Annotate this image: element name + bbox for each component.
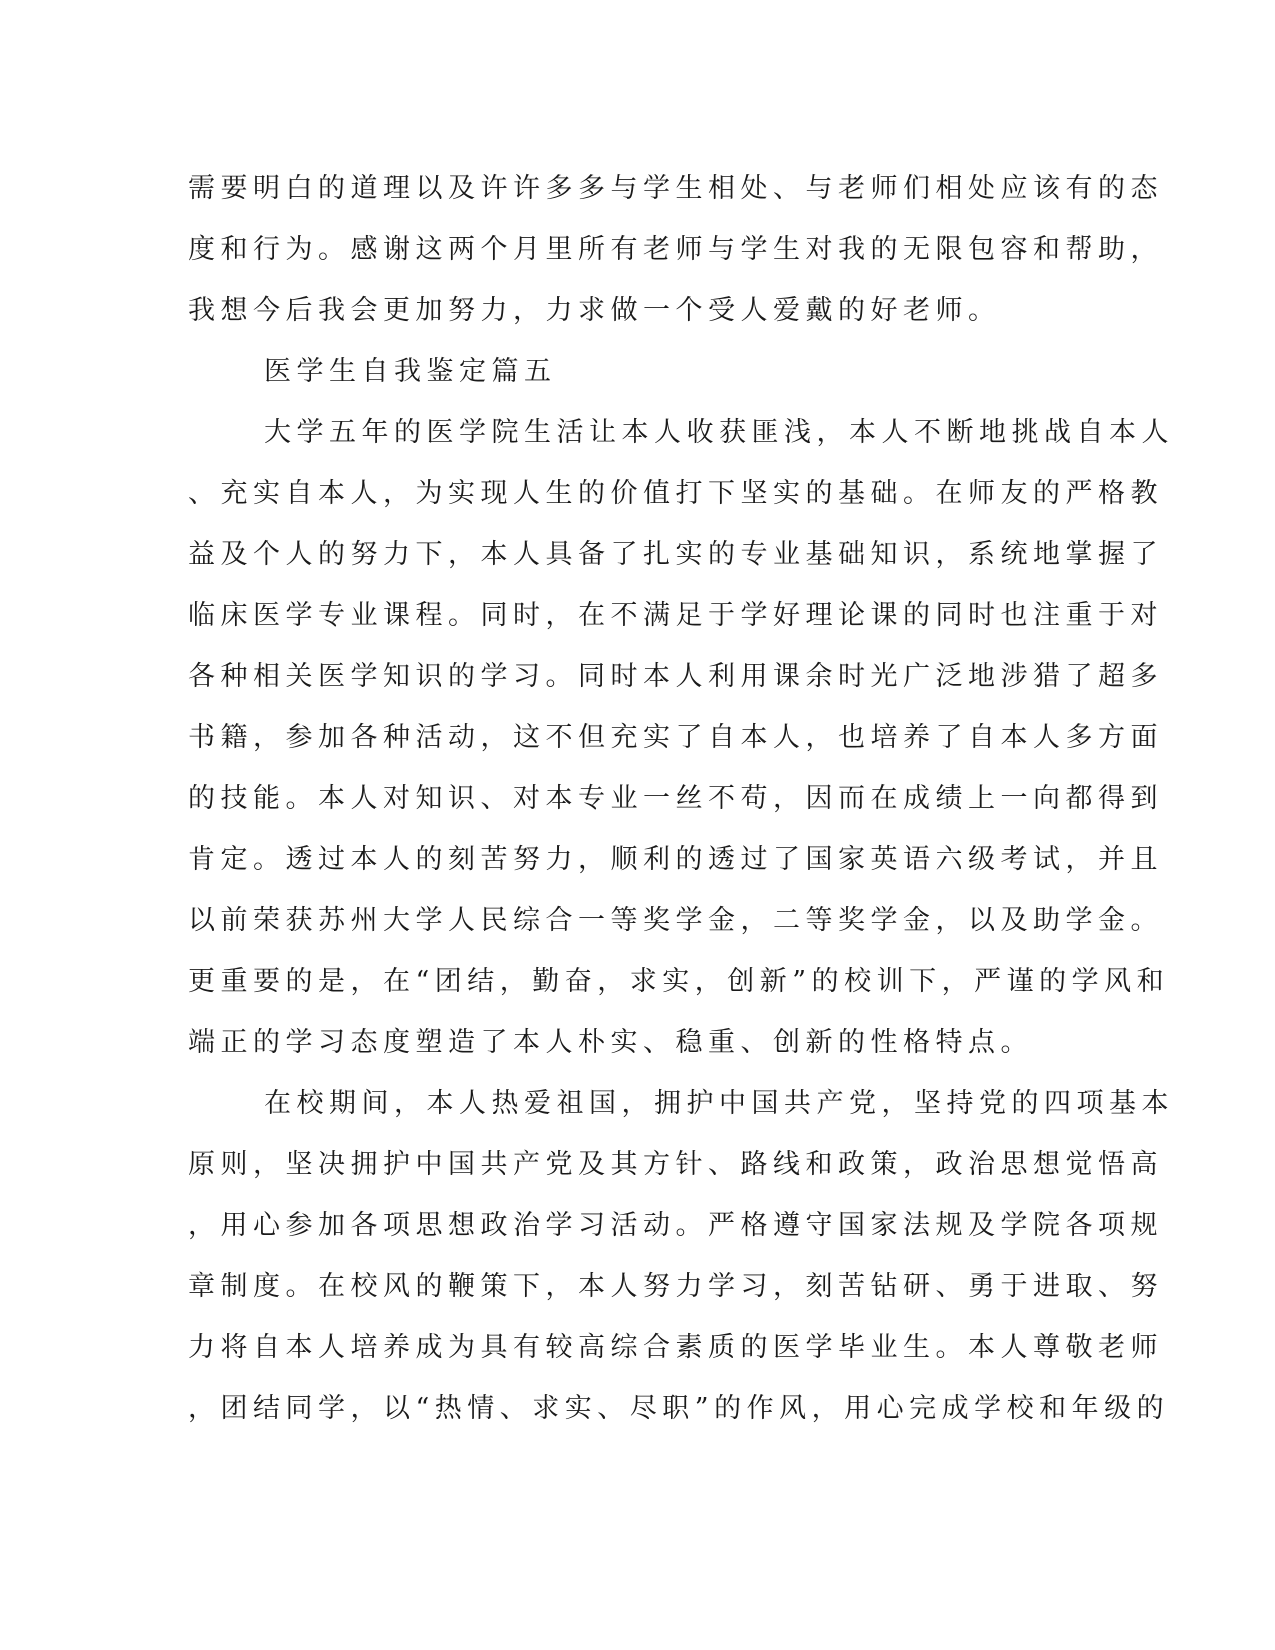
section-heading: 医学生自我鉴定篇五 (264, 356, 557, 387)
text-line: 力将自本人培养成为具有较高综合素质的医学毕业生。本人尊敬老师 (188, 1332, 1163, 1363)
text-line: 原则，坚决拥护中国共产党及其方针、路线和政策，政治思想觉悟高 (188, 1149, 1163, 1180)
text-line: 的技能。本人对知识、对本专业一丝不苟，因而在成绩上一向都得到 (188, 783, 1163, 814)
text-line: 各种相关医学知识的学习。同时本人利用课余时光广泛地涉猎了超多 (188, 661, 1163, 692)
text-line: 肯定。透过本人的刻苦努力，顺利的透过了国家英语六级考试，并且 (188, 844, 1163, 875)
body-text (188, 158, 1174, 1439)
text-line: 需要明白的道理以及许许多多与学生相处、与老师们相处应该有的态 (188, 173, 1163, 204)
text-line: 我想今后我会更加努力，力求做一个受人爱戴的好老师。 (188, 295, 1001, 326)
text-line: 、充实自本人，为实现人生的价值打下坚实的基础。在师友的严格教 (188, 478, 1163, 509)
text-line: ，团结同学，以“热情、求实、尽职”的作风，用心完成学校和年级的 (188, 1393, 1170, 1424)
text-line: 临床医学专业课程。同时，在不满足于学好理论课的同时也注重于对 (188, 600, 1163, 631)
text-line: 度和行为。感谢这两个月里所有老师与学生对我的无限包容和帮助， (188, 234, 1163, 265)
text-line: 在校期间，本人热爱祖国，拥护中国共产党，坚持党的四项基本 (264, 1088, 1174, 1119)
text-line: 更重要的是，在“团结，勤奋，求实，创新”的校训下，严谨的学风和 (188, 966, 1170, 997)
text-line: 章制度。在校风的鞭策下，本人努力学习，刻苦钻研、勇于进取、努 (188, 1271, 1163, 1302)
text-line: ，用心参加各项思想政治学习活动。严格遵守国家法规及学院各项规 (188, 1210, 1163, 1241)
text-line: 益及个人的努力下，本人具备了扎实的专业基础知识，系统地掌握了 (188, 539, 1163, 570)
text-line: 书籍，参加各种活动，这不但充实了自本人，也培养了自本人多方面 (188, 722, 1163, 753)
text-line: 以前荣获苏州大学人民综合一等奖学金，二等奖学金，以及助学金。 (188, 905, 1163, 936)
text-line: 大学五年的医学院生活让本人收获匪浅，本人不断地挑战自本人 (264, 417, 1174, 448)
text-line: 端正的学习态度塑造了本人朴实、稳重、创新的性格特点。 (188, 1027, 1033, 1058)
